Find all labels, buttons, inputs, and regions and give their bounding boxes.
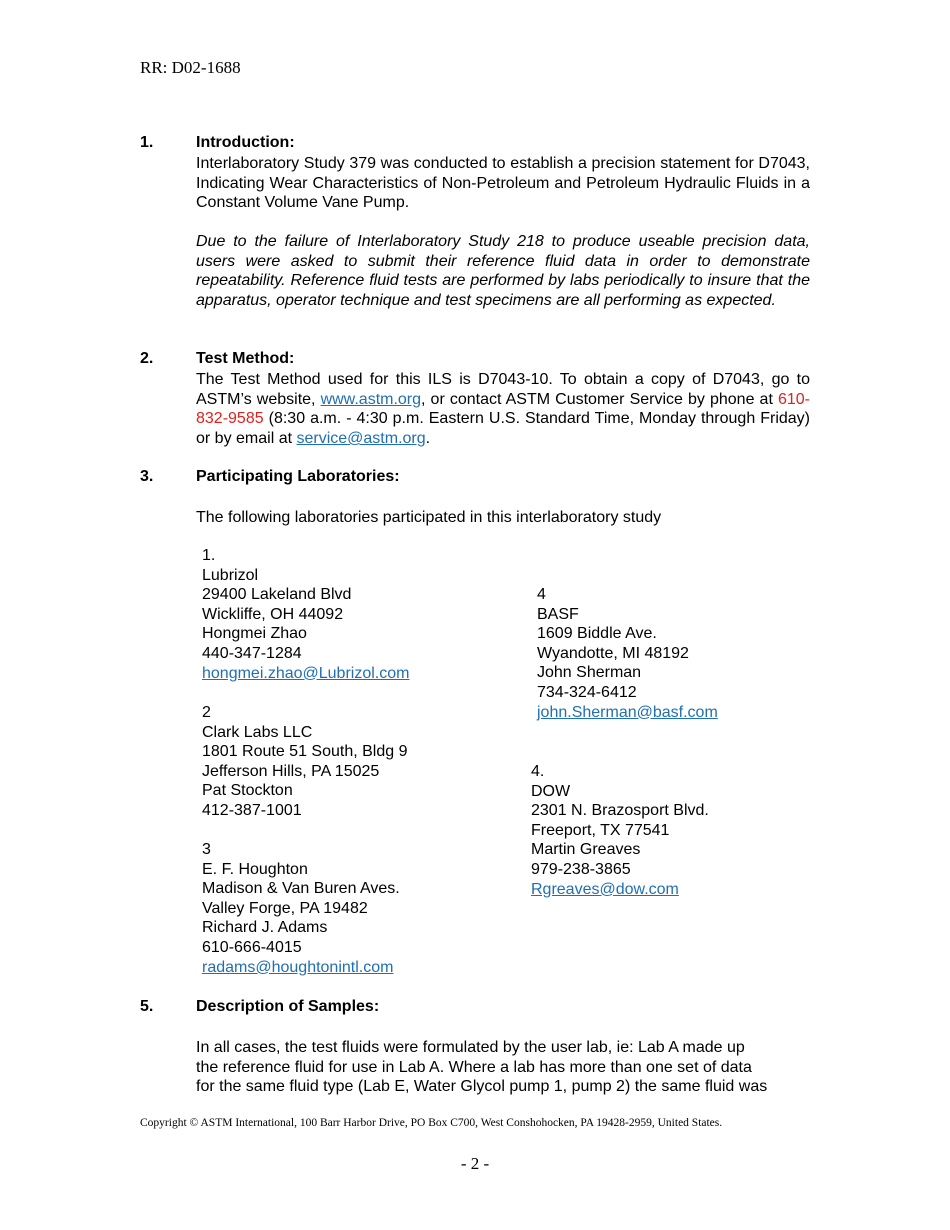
customer-service-phone: 610-832-9585 — [196, 390, 811, 428]
lab-number: 4 — [537, 586, 546, 603]
samples-line: In all cases, the test fluids were formulated by the user lab, ie: Lab A made up — [196, 1039, 745, 1056]
lab-contact: Pat Stockton — [202, 782, 293, 800]
lab-contact: Martin Greaves — [531, 841, 641, 859]
samples-line: the reference fluid for use in Lab A. Where a lab has more than one set of data — [196, 1058, 752, 1076]
lab-email-link[interactable]: john.Sherman@basf.com — [537, 703, 718, 721]
intro-italic-paragraph: Due to the failure of Interlaboratory Study 218 to produce useable precision data, users were asked to submit their reference fluid data in order to demonstrate repeatability. Reference fluid tests are performed by labs periodically to insure that the apparatus, operator technique and test specimens are all performing as expected. — [196, 233, 810, 310]
lab-address-line2: Jefferson Hills, PA 15025 — [202, 762, 380, 780]
lab-phone: 979-238-3865 — [531, 860, 631, 878]
lab-email-link[interactable]: radams@houghtonintl.com — [202, 958, 394, 976]
lab-entry — [531, 762, 709, 899]
copyright-notice: Copyright © ASTM International, 100 Barr Harbor Drive, PO Box C700, West Conshohocken, PA 19428-2959, United States. — [140, 1117, 723, 1129]
lab-name: BASF — [537, 605, 579, 623]
section-5-number: 5. — [140, 998, 154, 1015]
astm-website-link[interactable]: www.astm.org — [320, 390, 422, 408]
lab-entry — [202, 703, 408, 821]
lab-phone: 734-324-6412 — [537, 683, 637, 701]
lab-number: 2 — [202, 704, 211, 721]
lab-contact: Richard J. Adams — [202, 919, 328, 937]
section-3-title: Participating Laboratories: — [196, 468, 400, 485]
lab-contact: John Sherman — [537, 664, 642, 682]
section-2-title: Test Method: — [196, 350, 295, 367]
document-id: RR: D02-1688 — [140, 58, 241, 77]
lab-phone: 412-387-1001 — [202, 801, 302, 819]
page-number: - 2 - — [460, 1154, 490, 1173]
section-3-number: 3. — [140, 468, 154, 485]
lab-address-line2: Wickliffe, OH 44092 — [202, 605, 344, 623]
lab-address-line1: Madison & Van Buren Aves. — [202, 880, 400, 898]
samples-paragraph — [196, 1038, 810, 1097]
lab-email-link[interactable]: hongmei.zhao@Lubrizol.com — [202, 664, 410, 682]
lab-address-line1: 1801 Route 51 South, Bldg 9 — [202, 743, 408, 761]
lab-phone: 440-347-1284 — [202, 644, 302, 662]
lab-entry — [202, 546, 409, 683]
section-5-title: Description of Samples: — [196, 998, 380, 1015]
samples-line: for the same fluid type (Lab E, Water Glycol pump 1, pump 2) the same fluid was — [196, 1078, 768, 1096]
lab-entry — [202, 840, 400, 977]
lab-number: 4. — [531, 763, 545, 780]
lab-email-link[interactable]: Rgreaves@dow.com — [531, 880, 679, 898]
lab-name: DOW — [531, 782, 571, 800]
lab-name: E. F. Houghton — [202, 860, 308, 878]
lab-address-line2: Valley Forge, PA 19482 — [202, 899, 368, 917]
method-text-b: , or contact ASTM Customer Service by phone at — [421, 390, 778, 408]
lab-address-line2: Wyandotte, MI 48192 — [537, 644, 689, 662]
section-1-number: 1. — [140, 134, 154, 151]
lab-number: 3 — [202, 841, 211, 858]
intro-paragraph: Interlaboratory Study 379 was conducted to establish a precision statement for D7043, Indicating Wear Characteristics of Non-Petroleum and Petroleum Hydraulic Fluids in a Constant Volume Vane Pump. — [196, 155, 810, 212]
lab-address-line1: 29400 Lakeland Blvd — [202, 586, 352, 604]
method-text-d: . — [425, 430, 431, 448]
service-email-link[interactable]: service@astm.org — [296, 430, 426, 448]
section-1-title: Introduction: — [196, 134, 295, 151]
lab-entry — [537, 585, 718, 722]
lab-contact: Hongmei Zhao — [202, 625, 307, 643]
method-text-a: The Test Method used for this ILS is D7043-10. To obtain a copy of D7043, go to ASTM’s website, — [196, 371, 810, 408]
lab-address-line1: 1609 Biddle Ave. — [537, 625, 657, 643]
lab-address-line1: 2301 N. Brazosport Blvd. — [531, 802, 709, 820]
lab-address-line2: Freeport, TX 77541 — [531, 821, 670, 839]
lab-name: Lubrizol — [202, 566, 259, 584]
lab-phone: 610-666-4015 — [202, 938, 302, 956]
labs-intro: The following laboratories participated in this interlaboratory study — [196, 509, 662, 526]
lab-number: 1. — [202, 547, 216, 564]
section-2-number: 2. — [140, 350, 154, 367]
method-text-c: (8:30 a.m. - 4:30 p.m. Eastern U.S. Standard Time, Monday through Friday) or by email at — [196, 410, 810, 448]
lab-name: Clark Labs LLC — [202, 723, 313, 741]
method-paragraph — [196, 370, 810, 449]
